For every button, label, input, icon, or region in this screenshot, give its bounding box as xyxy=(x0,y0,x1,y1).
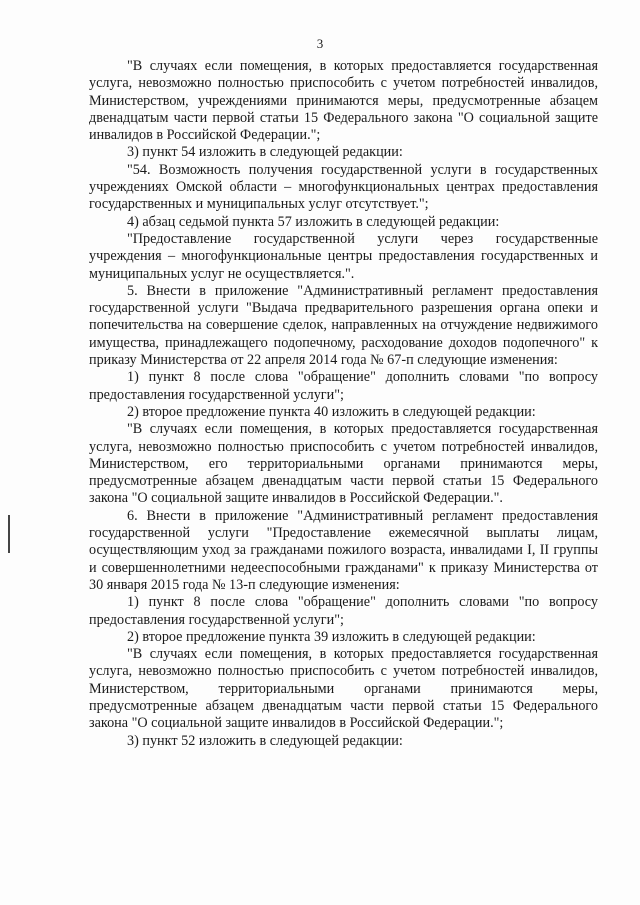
paragraph-1: "В случаях если помещения, в которых предоставляется государственная услуга, невозможно полностью приспособить с учетом потребностей инвалидов, Министерством, учреждениями принимаются меры, предусмотренные абзацем двенадцатым части первой статьи 15 Федерального закона "О социальной защите инвалидов в Российской Федерации."; xyxy=(89,58,598,144)
paragraph-9: "В случаях если помещения, в которых предоставляется государственная услуга, невозможно полностью приспособить с учетом потребностей инвалидов, Министерством, его территориальными органами принимаются меры, предусмотренные абзацем двенадцатым части первой статьи 15 Федерального закона "О социальной защите инвалидов в Российской Федерации.". xyxy=(89,421,598,507)
document-body xyxy=(89,58,598,750)
paragraph-4: 4) абзац седьмой пункта 57 изложить в следующей редакции: xyxy=(127,213,500,230)
paragraph-6: 5. Внести в приложение "Административный регламент предоставления государственной услуги "Выдача предварительного разрешения органа опеки и попечительства на совершение сделок, направленных на отчуждение недвижимого имущества, принадлежащего подопечному, расходование доходов подопечного" к приказу Министерства от 22 апреля 2014 года № 67-п следующие изменения: xyxy=(89,282,598,369)
paragraph-10: 6. Внести в приложение "Административный регламент предоставления государственной услуги "Предоставление ежемесячной выплаты лицам, осуществляющим уход за гражданами пожилого возраста, инвалидами I, II группы и совершеннолетними недееспособными гражданами" к приказу Министерства от 30 января 2015 года № 13-п следующие изменения: xyxy=(89,507,598,593)
paragraph-14: 3) пункт 52 изложить в следующей редакции: xyxy=(127,732,403,749)
paragraph-12: 2) второе предложение пункта 39 изложить в следующей редакции: xyxy=(127,628,536,645)
scan-margin-mark xyxy=(8,515,10,553)
paragraph-3: "54. Возможность получения государственной услуги в государственных учреждениях Омской области – многофункциональных центрах предоставления государственных и муниципальных услуг отсутствует."; xyxy=(89,161,598,213)
page-number: 3 xyxy=(316,36,324,51)
paragraph-5: "Предоставление государственной услуги через государственные учреждения – многофункциональные центры предоставления государственных и муниципальных услуг не осуществляется.". xyxy=(89,230,598,282)
paragraph-2: 3) пункт 54 изложить в следующей редакции: xyxy=(127,144,403,161)
paragraph-13: "В случаях если помещения, в которых предоставляется государственная услуга, невозможно полностью приспособить с учетом потребностей инвалидов, Министерством, территориальными органами принимаются меры, предусмотренные абзацем двенадцатым части первой статьи 15 Федерального закона "О социальной защите инвалидов в Российской Федерации."; xyxy=(89,646,598,732)
paragraph-8: 2) второе предложение пункта 40 изложить в следующей редакции: xyxy=(127,403,536,420)
paragraph-7: 1) пункт 8 после слова "обращение" дополнить словами "по вопросу предоставления государственной услуги"; xyxy=(89,369,598,403)
paragraph-11: 1) пункт 8 после слова "обращение" дополнить словами "по вопросу предоставления государственной услуги"; xyxy=(89,594,598,628)
